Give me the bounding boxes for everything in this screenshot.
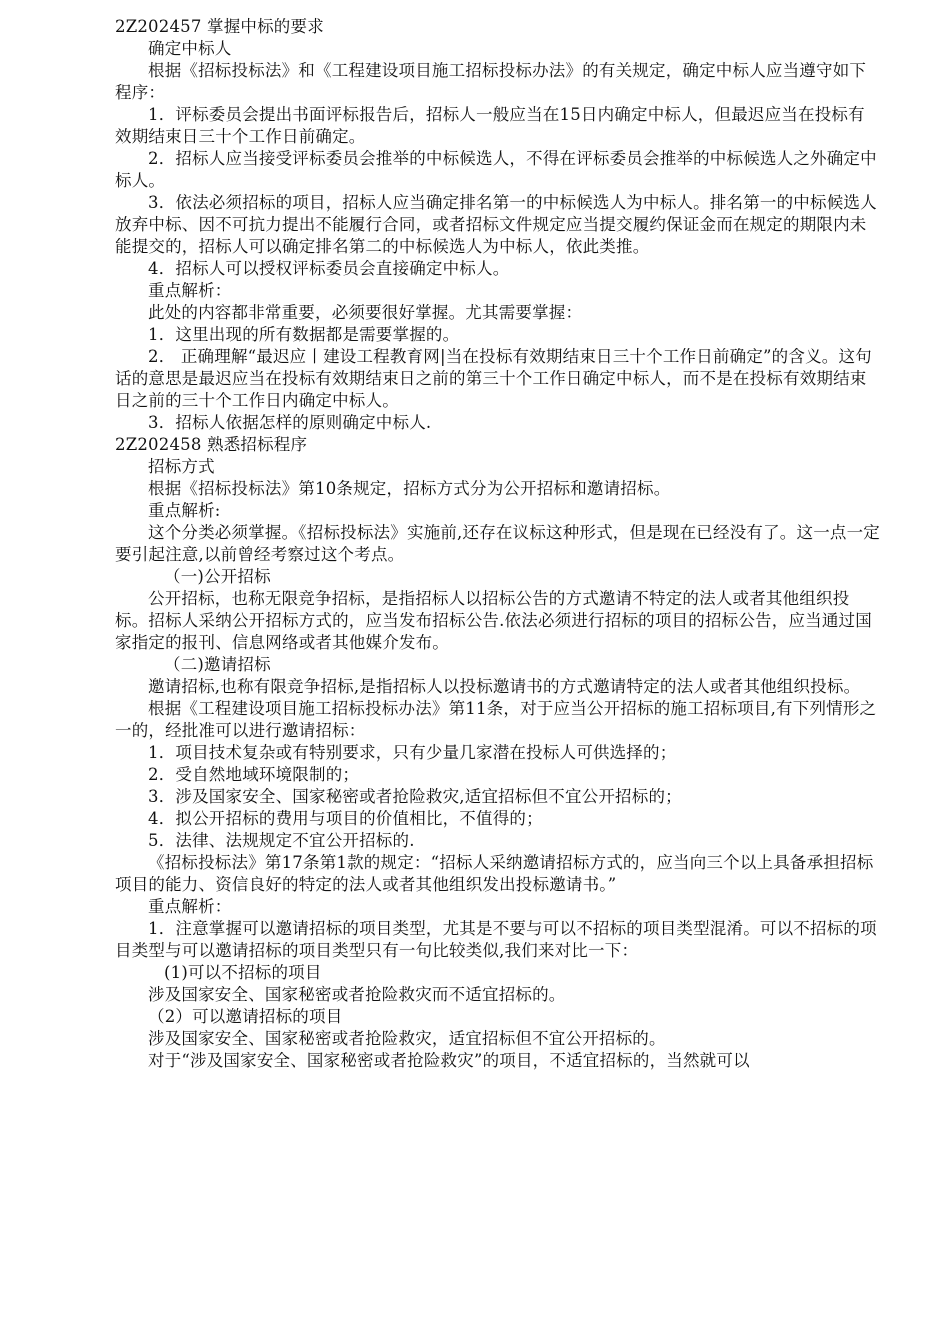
paragraph: 2．受自然地域环境限制的； xyxy=(148,765,360,784)
paragraph: 3．涉及国家安全、国家秘密或者抢险救灾,适宜招标但不宜公开招标的； xyxy=(148,787,682,806)
paragraph: 1．注意掌握可以邀请招标的项目类型，尤其是不要与可以不招标的项目类型混淆。可以不招标的项目类型与可以邀请招标的项目类型只有一句比较类似,我们来对比一下： xyxy=(115,919,877,960)
paragraph: 3．招标人依据怎样的原则确定中标人. xyxy=(148,413,432,432)
paragraph: 邀请招标,也称有限竞争招标,是指招标人以投标邀请书的方式邀请特定的法人或者其他组织投标。 xyxy=(148,677,861,696)
paragraph: 根据《招标投标法》和《工程建设项目施工招标投标办法》的有关规定，确定中标人应当遵守如下程序： xyxy=(115,61,867,102)
paragraph: 招标方式 xyxy=(148,457,215,476)
paragraph: 4．招标人可以授权评标委员会直接确定中标人。 xyxy=(148,259,510,278)
paragraph: 根据《工程建设项目施工招标投标办法》第11条，对于应当公开招标的施工招标项目,有下列情形之一的，经批准可以进行邀请招标： xyxy=(115,699,877,740)
paragraph: （一)公开招标 xyxy=(164,567,271,586)
paragraph: 对于“涉及国家安全、国家秘密或者抢险救灾”的项目，不适宜招标的，当然就可以 xyxy=(148,1051,750,1070)
paragraph: 1．项目技术复杂或有特别要求，只有少量几家潜在投标人可供选择的； xyxy=(148,743,677,762)
paragraph: 2．招标人应当接受评标委员会推举的中标候选人，不得在评标委员会推举的中标候选人之外确定中标人。 xyxy=(115,149,877,190)
paragraph: 重点解析: xyxy=(148,501,221,520)
paragraph: 4．拟公开招标的费用与项目的价值相比，不值得的； xyxy=(148,809,543,828)
paragraph: （二)邀请招标 xyxy=(164,655,271,674)
document-body xyxy=(115,16,880,1072)
paragraph: 2． 正确理解“最迟应丨建设工程教育网|当在投标有效期结束日三十个工作日前确定”的含义。这句话的意思是最迟应当在投标有效期结束日之前的第三十个工作日确定中标人，而不是在投标有效期结束日之前的三十个工作日内确定中标人。 xyxy=(115,347,872,410)
section-heading: 2Z202458 熟悉招标程序 xyxy=(115,435,308,454)
paragraph: （2）可以邀请招标的项目 xyxy=(148,1007,343,1026)
section-heading: 2Z202457 掌握中标的要求 xyxy=(115,17,324,36)
paragraph: 这个分类必须掌握。《招标投标法》实施前,还存在议标这种形式，但是现在已经没有了。这一点一定要引起注意,以前曾经考察过这个考点。 xyxy=(115,523,880,564)
paragraph: 3．依法必须招标的项目，招标人应当确定排名第一的中标候选人为中标人。排名第一的中标候选人放弃中标、因不可抗力提出不能履行合同，或者招标文件规定应当提交履约保证金而在规定的期限内未能提交的，招标人可以确定排名第二的中标候选人为中标人，依此类推。 xyxy=(115,193,877,256)
paragraph: 重点解析： xyxy=(148,281,232,300)
paragraph: 此处的内容都非常重要，必须要很好掌握。尤其需要掌握： xyxy=(148,303,583,322)
paragraph: 1．评标委员会提出书面评标报告后，招标人一般应当在15日内确定中标人，但最迟应当在投标有效期结束日三十个工作日前确定。 xyxy=(115,105,865,146)
paragraph: 根据《招标投标法》第10条规定，招标方式分为公开招标和邀请招标。 xyxy=(148,479,671,498)
paragraph: 5．法律、法规规定不宜公开招标的. xyxy=(148,831,415,850)
paragraph: 重点解析： xyxy=(148,897,232,916)
paragraph: 1．这里出现的所有数据都是需要掌握的。 xyxy=(148,325,460,344)
paragraph: (1)可以不招标的项目 xyxy=(164,963,322,982)
paragraph: 公开招标，也称无限竞争招标，是指招标人以招标公告的方式邀请不特定的法人或者其他组织投标。招标人采纳公开招标方式的，应当发布招标公告.依法必须进行招标的项目的招标公告，应当通过国家指定的报刊、信息网络或者其他媒介发布。 xyxy=(115,589,872,652)
paragraph: 涉及国家安全、国家秘密或者抢险救灾，适宜招标但不宜公开招标的。 xyxy=(148,1029,666,1048)
paragraph: 涉及国家安全、国家秘密或者抢险救灾而不适宜招标的。 xyxy=(148,985,566,1004)
paragraph: 《招标投标法》第17条第1款的规定：“招标人采纳邀请招标方式的，应当向三个以上具备承担招标项目的能力、资信良好的特定的法人或者其他组织发出投标邀请书。” xyxy=(115,853,874,894)
paragraph: 确定中标人 xyxy=(148,39,232,58)
